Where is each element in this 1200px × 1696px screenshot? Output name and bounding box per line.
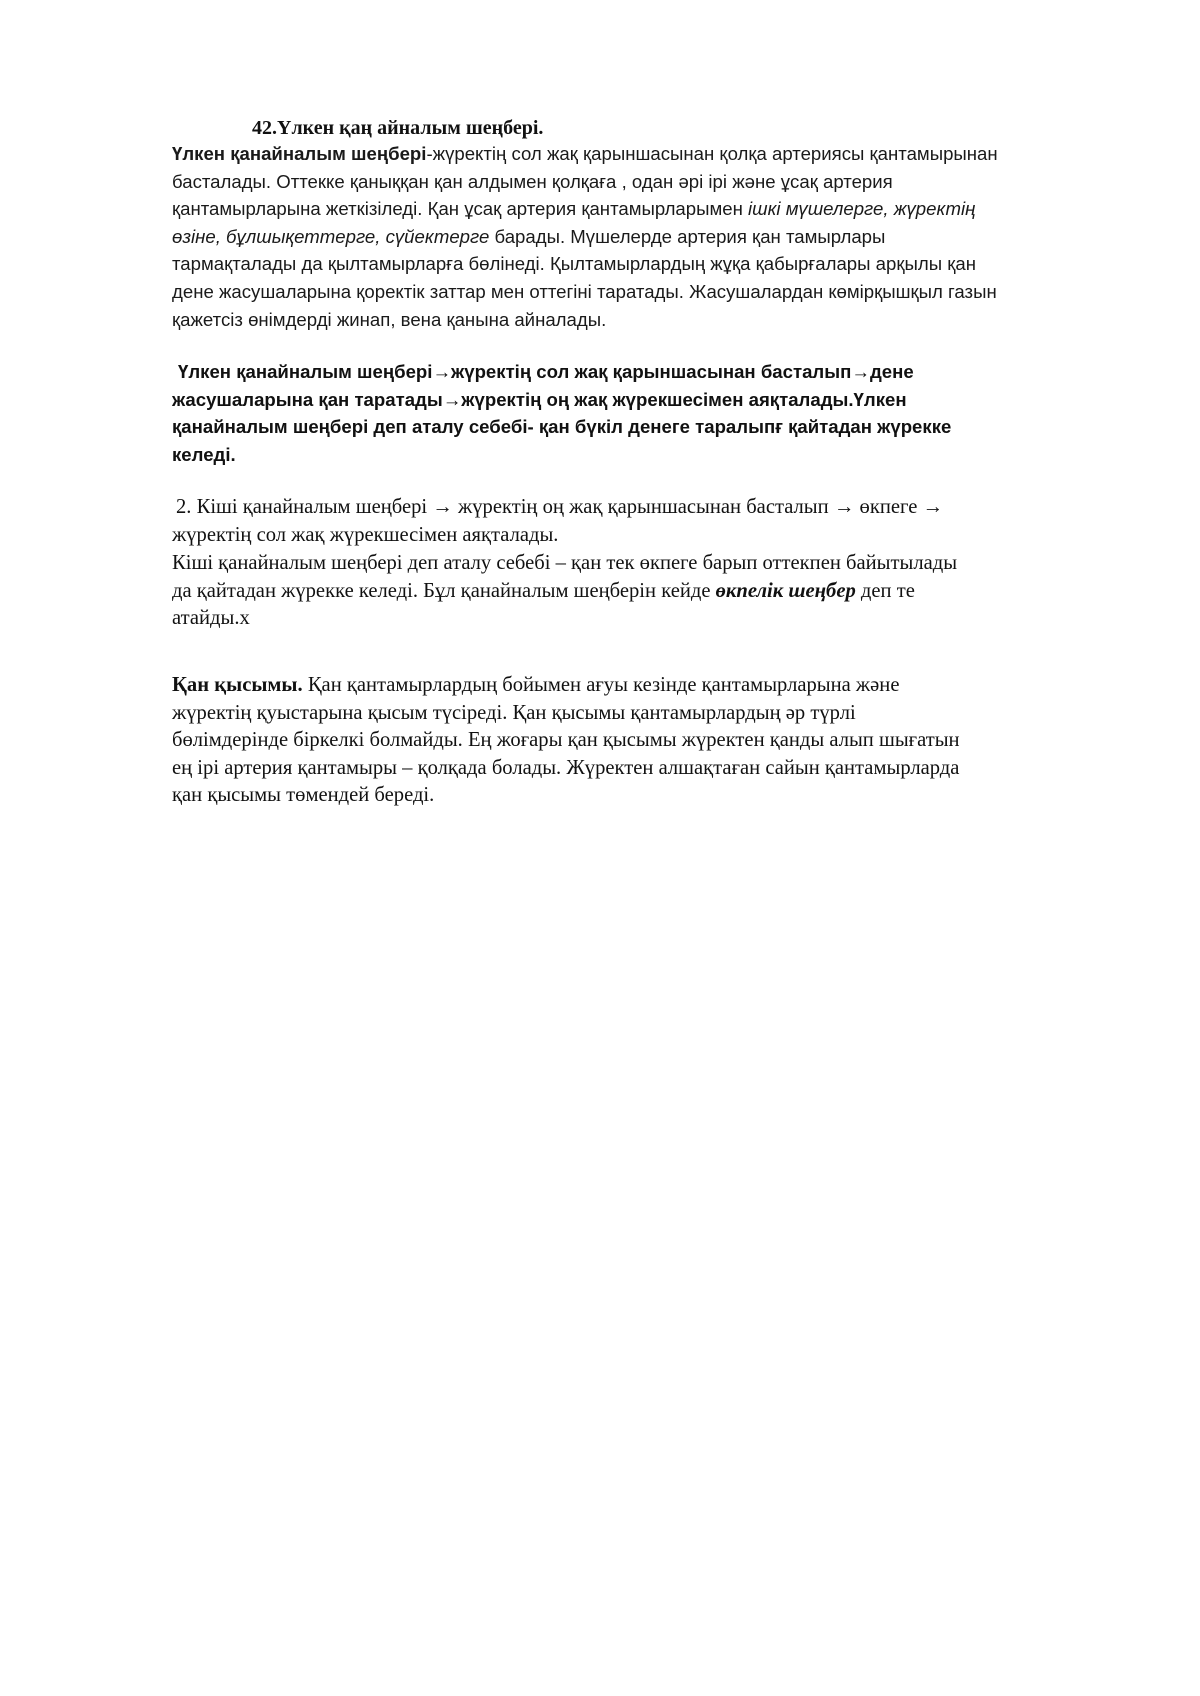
text-fragment: деп те: [855, 579, 915, 602]
text-line: жүректің сол жақ жүрекшесімен аяқталады.: [172, 523, 559, 546]
text-line: [172, 672, 1127, 700]
text-line: бөлімдерінде біркелкі болмайды. Ең жоғары қан қысымы жүректен қанды алып шығатын: [172, 729, 960, 751]
text-line: 2. Кіші қанайналым шеңбері → жүректің оң жақ қарыншасынан басталып → өкпеге →: [176, 496, 944, 518]
bold-italic-term: өкпелік шеңбер: [715, 579, 856, 602]
section-heading: 42.Үлкен қаң айналым шеңбері.: [252, 117, 544, 139]
text-line: Кіші қанайналым шеңбері деп аталу себебі – қан тек өкпеге барып оттекпен байытылады: [172, 552, 958, 574]
bold-term: Қан қысымы.: [172, 674, 303, 696]
text-line: қан қысымы төмендей береді.: [172, 784, 435, 806]
bold-term: Үлкен қанайналым шеңбері: [172, 143, 427, 164]
text-line: [172, 140, 1127, 168]
text-line: келеді.: [172, 443, 236, 465]
text-fragment: -жүректің сол жақ қарыншасынан қолқа артериясы қантамырынан: [426, 143, 998, 164]
text-line: дене жасушаларына қоректік заттар мен оттегіні таратады. Жасушалардан көмірқышқыл газын: [172, 280, 997, 302]
paragraph-systemic-summary: [172, 358, 1127, 468]
paragraph-pulmonary-circulation: [172, 494, 1127, 549]
text-line: атайды.х: [172, 607, 250, 629]
italic-fragment: өзіне, бұлшықеттерге, сүйектерге: [172, 225, 490, 247]
text-line: [172, 223, 1127, 251]
text-line: [172, 578, 1127, 606]
paragraph-systemic-circulation: [172, 140, 1127, 333]
text-fragment: да қайтадан жүрекке келеді. Бұл қанайналым шеңберін кейде: [172, 579, 716, 602]
text-line: жасушаларына қан таратады→жүректің оң жақ жүрекшесімен аяқталады.Үлкен: [172, 388, 907, 410]
text-line: қанайналым шеңбері деп аталу себебі- қан бүкіл денеге таралыпғ қайтадан жүрекке: [172, 416, 952, 438]
text-line: тармақталады да қылтамырларға бөлінеді. Қылтамырлардың жұқа қабырғалары арқылы қан: [172, 253, 976, 275]
text-line: қажетсіз өнімдерді жинап, вена қанына айналады.: [172, 308, 607, 330]
paragraph-pulmonary-explanation: [172, 550, 1127, 633]
text-line: жүректің қуыстарына қысым түсіреді. Қан қысымы қантамырлардың әр түрлі: [172, 701, 856, 724]
text-fragment: барады. Мүшелерде артерия қан тамырлары: [489, 225, 886, 247]
text-line: [172, 195, 1127, 223]
text-line: ең ірі артерия қантамыры – қолқада болады. Жүректен алшақтаған сайын қантамырларда: [172, 756, 960, 779]
paragraph-blood-pressure: [172, 672, 1127, 810]
text-fragment: қантамырларына жеткізіледі. Қан ұсақ артерия қантамырларымен: [172, 198, 749, 220]
text-line: басталады. Оттекке қаныққан қан алдымен қолқаға , одан әрі ірі және ұсақ артерия: [172, 170, 893, 192]
italic-fragment: ішкі мүшелерге, жүректің: [748, 198, 976, 220]
text-line: Үлкен қанайналым шеңбері→жүректің сол жақ қарыншасынан басталып→дене: [178, 361, 914, 382]
text-fragment: Қан қантамырлардың бойымен ағуы кезінде қантамырларына және: [302, 674, 900, 696]
